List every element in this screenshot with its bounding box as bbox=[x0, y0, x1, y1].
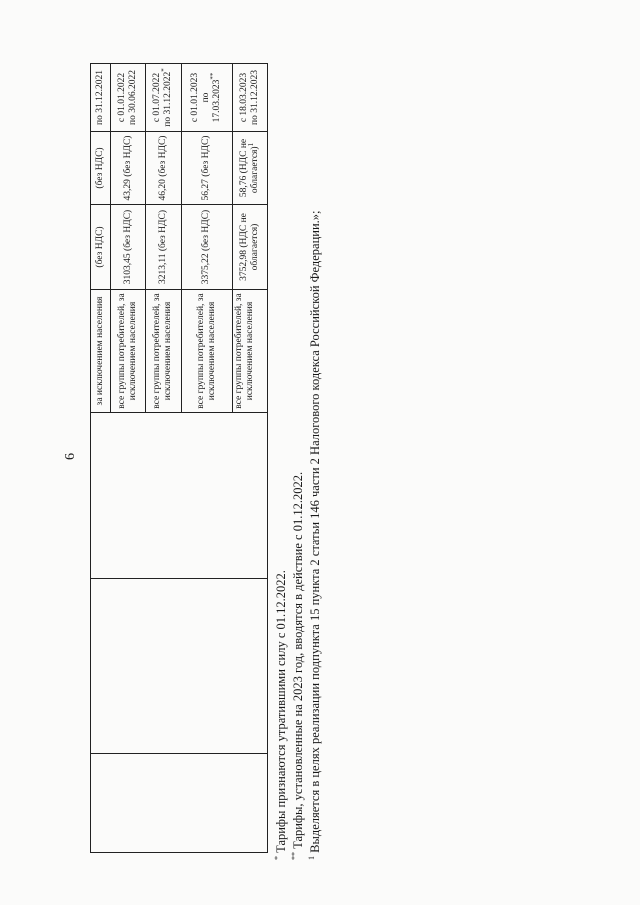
footnote-1: * Тарифы признаются утратившими силу с 01.12.2022. bbox=[272, 570, 288, 860]
footnote-3: $^1$ Выделяется в целях реализации подпункта 15 пункта 2 статьи 146 части 2 Налогового кодекса Российской Федерации.»; bbox=[306, 210, 322, 860]
consumer-group-cell: все группы потребителей, за исключением населения bbox=[181, 290, 232, 413]
footnote-mark: ** bbox=[208, 72, 217, 80]
tariff-value-cell: 3752,98 (НДС не облагается) bbox=[232, 205, 267, 290]
tariff-value-cell: 56,27 (без НДС) bbox=[181, 132, 232, 205]
footnote-mark: * bbox=[160, 68, 169, 72]
consumer-group-cell: все группы потребителей, за исключением населения bbox=[110, 290, 145, 413]
table-row bbox=[181, 64, 232, 853]
period-cell: с 01.01.2022 по 30.06.2022 bbox=[110, 64, 145, 132]
tariff-value-cell: (без НДС) bbox=[91, 205, 111, 290]
footnote-2: ** Тарифы, установленные на 2023 год, вводятся в действие с 01.12.2022. bbox=[289, 471, 305, 860]
period-cell: с 01.01.2023 по 17.03.2023** bbox=[181, 64, 232, 132]
tariff-value-cell: 46,20 (без НДС) bbox=[146, 132, 181, 205]
tariff-table bbox=[90, 63, 268, 853]
table-row bbox=[91, 64, 111, 853]
period-cell: с 18.03.2023 по 31.12.2023 bbox=[232, 64, 267, 132]
tariff-value-cell: (без НДС) bbox=[91, 132, 111, 205]
footnotes bbox=[273, 60, 324, 860]
tariff-value-cell: 3375,22 (без НДС) bbox=[181, 205, 232, 290]
period-cell: с 01.07.2022 по 31.12.2022* bbox=[146, 64, 181, 132]
tariff-value-cell: 43,29 (без НДС) bbox=[110, 132, 145, 205]
table-row bbox=[110, 64, 145, 853]
tariff-value-cell: 3213,11 (без НДС) bbox=[146, 205, 181, 290]
consumer-group-cell: все группы потребителей, за исключением населения bbox=[146, 290, 181, 413]
tariff-value-cell: 58,76 (НДС не облагается)$^1$ bbox=[232, 132, 267, 205]
page-number: 6 bbox=[63, 453, 78, 460]
period-cell: по 31.12.2021 bbox=[91, 64, 111, 132]
table-row bbox=[146, 64, 181, 853]
footnote-mark: 1 bbox=[246, 142, 255, 147]
consumer-group-cell: все группы потребителей, за исключением населения bbox=[232, 290, 267, 413]
tariff-value-cell: 3103,45 (без НДС) bbox=[110, 205, 145, 290]
consumer-group-cell: за исключением населения bbox=[91, 290, 111, 413]
table-row bbox=[232, 64, 267, 853]
